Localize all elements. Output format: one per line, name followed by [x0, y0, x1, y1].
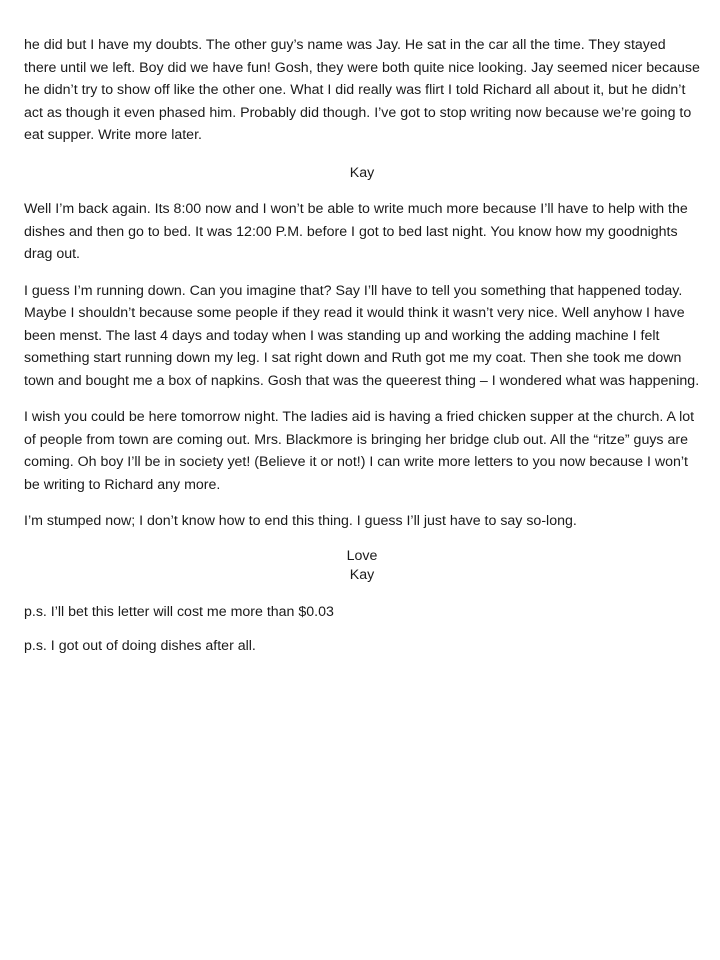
- letter-paragraph-3: I guess I’m running down. Can you imagine that? Say I’ll have to tell you something that happened today. Maybe I shouldn’t because some people if they read it would think it wasn’t very nice. Well anyhow I have been menst. The last 4 days and today when I was standing up and working the adding machine I felt something start running down my leg. I sat right down and Ruth got me my coat. Then she took me down town and bought me a box of napkins. Gosh that was the queerest thing – I wondered what was happening.: [24, 282, 700, 389]
- postscript-1: p.s. I’ll bet this letter will cost me more than $0.03: [24, 603, 334, 620]
- postscript-2: p.s. I got out of doing dishes after all.: [24, 638, 256, 654]
- letter-closing: [24, 547, 700, 585]
- signature-kay-1: Kay: [349, 164, 375, 181]
- letter-paragraph-5: I’m stumped now; I don’t know how to end this thing. I guess I’ll just have to say so-long.: [24, 513, 577, 529]
- letter-page: [24, 34, 700, 670]
- letter-paragraph-2: Well I’m back again. Its 8:00 now and I won’t be able to write much more because I’ll have to help with the dishes and then go to bed. It was 12:00 P.M. before I got to bed last night. You know how my goodnights drag out.: [24, 201, 688, 262]
- signature-kay-2: Kay: [349, 566, 375, 583]
- letter-paragraph-4: I wish you could be here tomorrow night. The ladies aid is having a fried chicken supper at the church. A lot of people from town are coming out. Mrs. Blackmore is bringing her bridge club out. All the “ritze” guys are coming. Oh boy I’ll be in society yet! (Believe it or not!) I can write more letters to you now because I won’t be writing to Richard any more.: [24, 409, 695, 493]
- letter-paragraph-1: he did but I have my doubts. The other guy’s name was Jay. He sat in the car all the time. They stayed there until we left. Boy did we have fun! Gosh, they were both quite nice looking. Jay seemed nicer because he didn’t try to show off like the other one. What I did really was flirt I told Richard all about it, but he didn’t act as though it even phased him. Probably did though. I’ve got to stop writing now because we’re going to eat supper. Write more later.: [24, 37, 700, 143]
- closing-word: Love: [346, 547, 378, 564]
